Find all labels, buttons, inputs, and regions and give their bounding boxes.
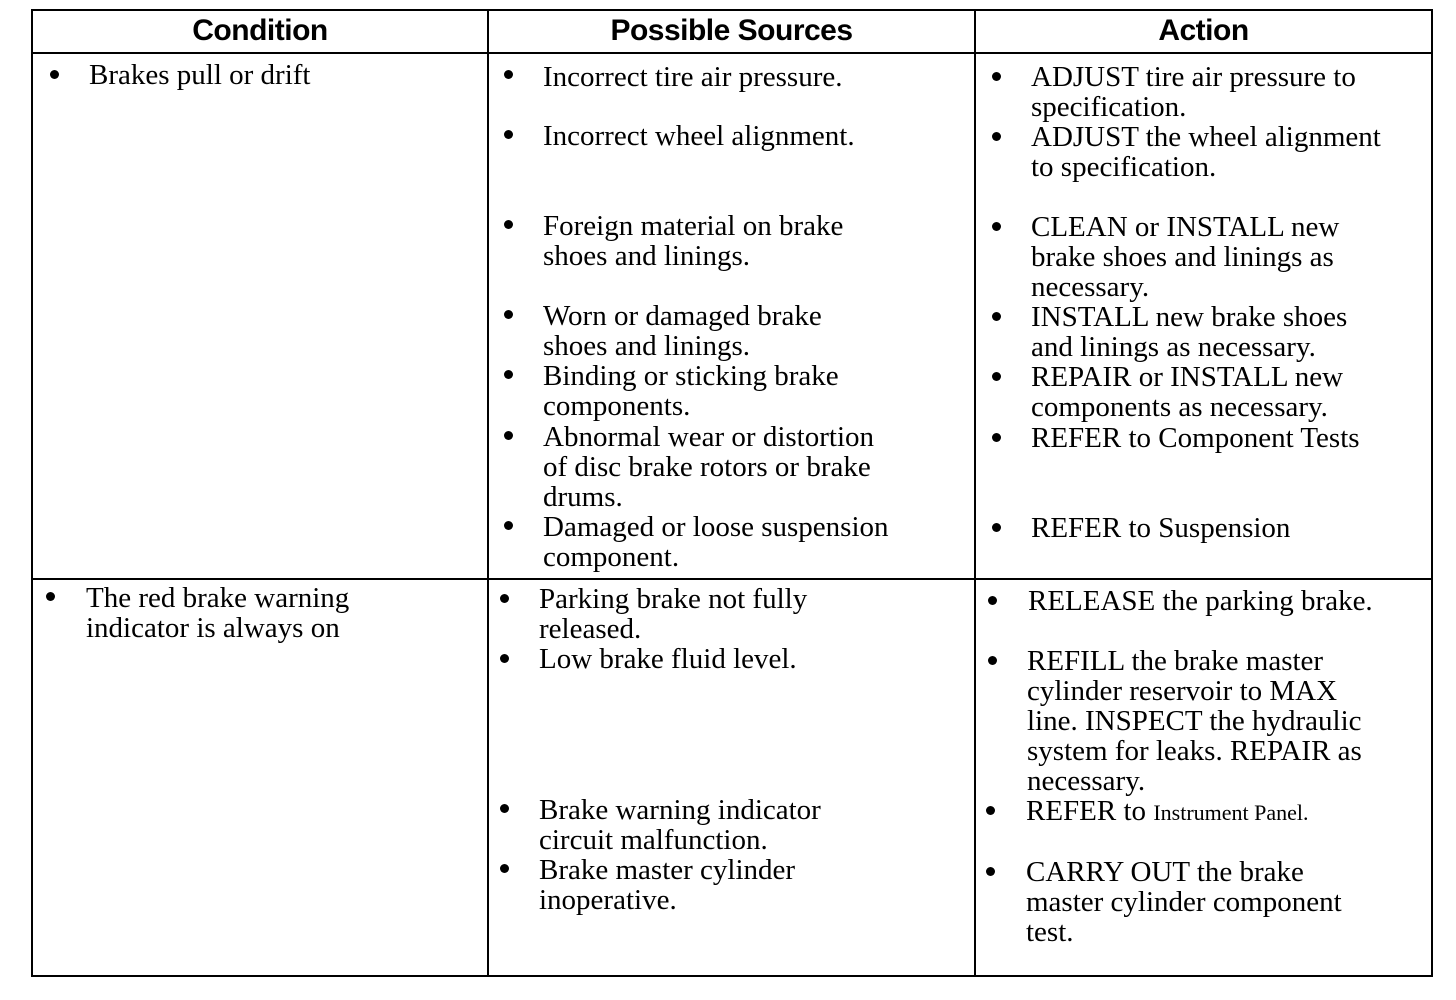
bullet-icon <box>504 310 513 319</box>
bullet-icon <box>992 72 1001 81</box>
action-item: REFILL the brake master cylinder reservoir to MAX line. INSPECT the hydraulic system for leaks. REPAIR as necessary. <box>1027 645 1362 797</box>
bullet-icon <box>988 596 997 605</box>
bullet-icon <box>986 806 995 815</box>
header-action: Action <box>1158 14 1249 47</box>
bullet-icon <box>504 220 513 229</box>
bullet-icon <box>986 867 995 876</box>
bullet-icon <box>500 804 509 813</box>
source-item: Low brake fluid level. <box>539 643 797 675</box>
bullet-icon <box>46 592 55 601</box>
source-item: Brake master cylinder inoperative. <box>539 854 796 916</box>
bullet-icon <box>992 222 1001 231</box>
bullet-icon <box>504 370 513 379</box>
source-item: Parking brake not fully released. <box>539 583 808 645</box>
bullet-icon <box>500 594 509 603</box>
bullet-icon <box>992 523 1001 532</box>
action-item: REPAIR or INSTALL new components as necessary. <box>1031 361 1344 423</box>
action-item: CARRY OUT the brake master cylinder component test. <box>1026 856 1342 948</box>
bullet-icon <box>504 431 513 440</box>
bullet-icon <box>504 70 513 79</box>
action-item: RELEASE the parking brake. <box>1028 585 1373 617</box>
bullet-icon <box>992 372 1001 381</box>
action-item: REFER to Component Tests <box>1031 422 1360 454</box>
action-item: REFER to Suspension <box>1031 512 1291 544</box>
source-item: Incorrect tire air pressure. <box>543 61 843 93</box>
source-item: Foreign material on brake shoes and linings. <box>543 210 844 272</box>
source-item: Brake warning indicator circuit malfunction. <box>539 794 821 856</box>
bullet-icon <box>992 132 1001 141</box>
bullet-icon <box>504 130 513 139</box>
bullet-icon <box>500 864 509 873</box>
bullet-icon <box>500 654 509 663</box>
source-item: Binding or sticking brake components. <box>543 360 839 422</box>
bullet-icon <box>992 433 1001 442</box>
condition-text: Brakes pull or drift <box>89 59 311 91</box>
column-divider-2 <box>974 9 976 977</box>
condition-text: The red brake warning indicator is always on <box>86 582 350 644</box>
source-item: Worn or damaged brake shoes and linings. <box>543 300 822 362</box>
header-possible-sources: Possible Sources <box>610 14 853 47</box>
action-item: REFER to Instrument Panel. <box>1026 795 1309 827</box>
action-item: CLEAN or INSTALL new brake shoes and linings as necessary. <box>1031 211 1340 303</box>
bullet-icon <box>992 312 1001 321</box>
action-item: ADJUST tire air pressure to specification. <box>1031 61 1356 123</box>
source-item: Damaged or loose suspension component. <box>543 511 889 573</box>
action-item: ADJUST the wheel alignment to specification. <box>1031 121 1381 183</box>
bullet-icon <box>50 70 59 79</box>
header-condition: Condition <box>192 14 328 47</box>
source-item: Abnormal wear or distortion of disc brake rotors or brake drums. <box>543 421 875 513</box>
action-item: INSTALL new brake shoes and linings as necessary. <box>1031 301 1348 363</box>
bullet-icon <box>988 656 997 665</box>
column-divider-1 <box>487 9 489 977</box>
row-divider <box>31 578 1433 580</box>
source-item: Incorrect wheel alignment. <box>543 120 855 152</box>
bullet-icon <box>504 521 513 530</box>
